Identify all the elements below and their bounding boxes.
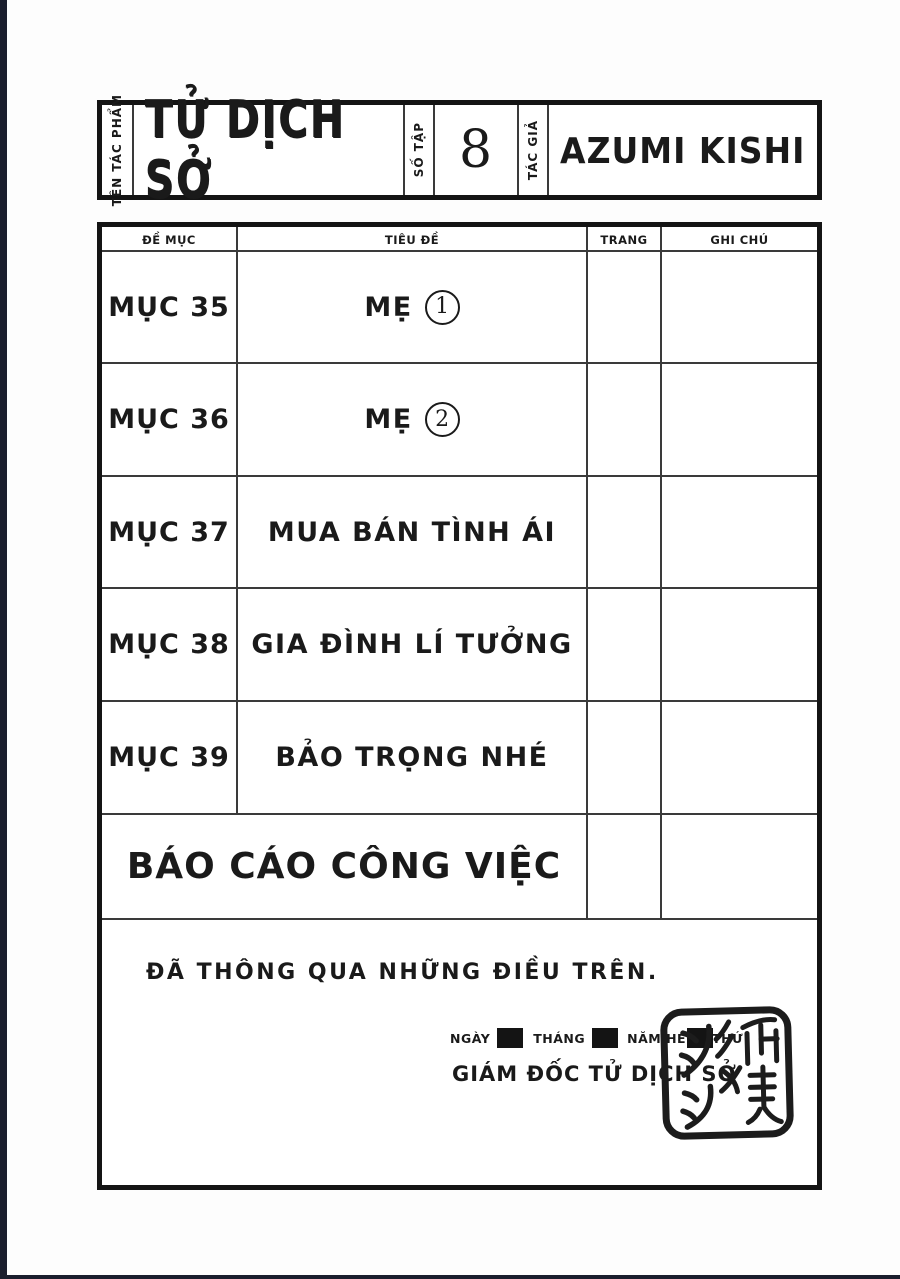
contents-table bbox=[97, 222, 822, 1190]
volume-label-cell bbox=[403, 105, 435, 195]
table-row-item: MỤC 39 bbox=[102, 702, 238, 815]
page-cell bbox=[588, 364, 662, 477]
approval-statement: ĐÃ THÔNG QUA NHỮNG ĐIỀU TRÊN. bbox=[146, 960, 659, 985]
chapter-title bbox=[364, 402, 459, 437]
page-cell bbox=[588, 702, 662, 815]
page-cell bbox=[588, 252, 662, 364]
note-cell bbox=[662, 477, 817, 589]
work-title-cell bbox=[134, 89, 403, 211]
page-left-edge bbox=[0, 0, 7, 1279]
director-seal-icon bbox=[656, 1002, 798, 1144]
volume-number-cell bbox=[435, 105, 517, 195]
day-label: NGÀY bbox=[450, 1030, 491, 1046]
column-header-page: TRANG bbox=[588, 227, 662, 252]
volume-number: 8 bbox=[458, 120, 493, 180]
chapter-title-text: MẸ bbox=[364, 291, 413, 323]
chapter-title-text: MẸ bbox=[364, 404, 413, 435]
table-row-title-cell bbox=[238, 252, 588, 364]
approval-section bbox=[102, 920, 817, 1185]
column-header-item: ĐỀ MỤC bbox=[102, 227, 238, 252]
note-cell bbox=[662, 815, 817, 920]
circled-number-icon: 1 bbox=[425, 290, 460, 325]
chapter-title bbox=[364, 290, 459, 325]
table-row-item: MỤC 38 bbox=[102, 589, 238, 702]
author-name: AZUMI KISHI bbox=[560, 128, 806, 172]
page-bottom-edge bbox=[0, 1275, 900, 1279]
work-title-label: TÊN TÁC PHẨM bbox=[110, 93, 124, 207]
note-cell bbox=[662, 364, 817, 477]
director-title: GIÁM ĐỐC TỬ DỊCH SỞ bbox=[452, 1062, 737, 1086]
table-row-title-cell bbox=[238, 477, 588, 589]
work-title: TỬ DỊCH SỞ bbox=[144, 89, 346, 211]
table-row-title-cell bbox=[238, 589, 588, 702]
header-box bbox=[97, 89, 822, 211]
work-report-row: BÁO CÁO CÔNG VIỆC bbox=[102, 815, 588, 920]
volume-label: SỐ TẬP bbox=[411, 122, 426, 178]
page-cell bbox=[588, 589, 662, 702]
note-cell bbox=[662, 589, 817, 702]
table-row-title-cell bbox=[238, 364, 588, 477]
note-cell bbox=[662, 702, 817, 815]
table-row-item: MỤC 35 bbox=[102, 252, 238, 364]
month-label: THÁNG bbox=[533, 1030, 586, 1046]
circled-number-icon: 2 bbox=[425, 402, 460, 437]
author-name-cell bbox=[549, 105, 818, 195]
table-row-title-cell bbox=[238, 702, 588, 815]
chapter-title: MUA BÁN TÌNH ÁI bbox=[267, 516, 557, 548]
work-title-label-cell bbox=[102, 93, 134, 207]
redaction-box bbox=[497, 1028, 523, 1048]
page-cell bbox=[588, 477, 662, 589]
note-cell bbox=[662, 252, 817, 364]
table-row-item: MỤC 36 bbox=[102, 364, 238, 477]
chapter-title: GIA ĐÌNH LÍ TƯỞNG bbox=[251, 629, 573, 660]
column-header-title: TIÊU ĐỀ bbox=[238, 227, 588, 252]
ordinal-label: THỨ bbox=[712, 1030, 744, 1046]
year-label: NĂM HE bbox=[627, 1030, 687, 1046]
redaction-box bbox=[592, 1028, 618, 1048]
author-label: TÁC GIẢ bbox=[525, 119, 540, 181]
table-row-item: MỤC 37 bbox=[102, 477, 238, 589]
author-label-cell bbox=[517, 105, 549, 195]
page-cell bbox=[588, 815, 662, 920]
column-header-note: GHI CHÚ bbox=[662, 227, 817, 252]
chapter-title: BẢO TRỌNG NHÉ bbox=[275, 742, 549, 773]
